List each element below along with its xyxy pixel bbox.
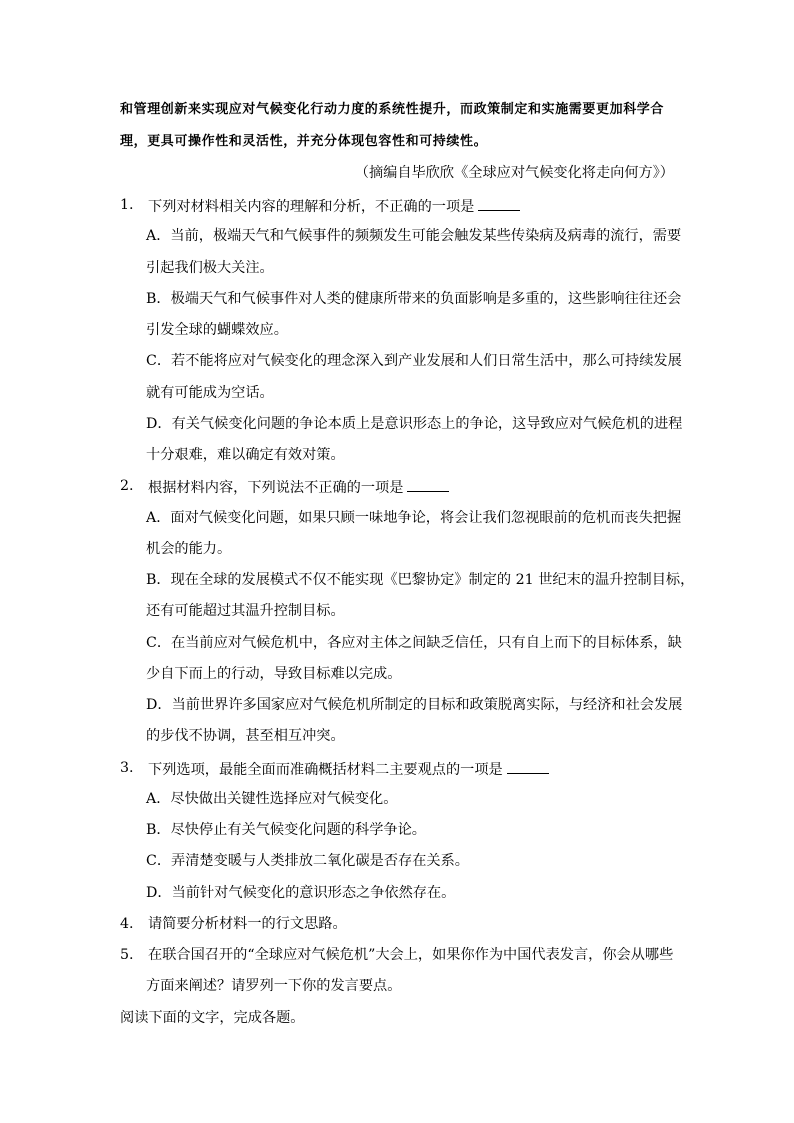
q3-option-d: D．当前针对气候变化的意识形态之争依然存在。 xyxy=(146,885,456,901)
intro-line-1: 和管理创新来实现应对气候变化行动力度的系统性提升，而政策制定和实施需要更加科学合 xyxy=(120,102,665,117)
intro-line-2: 理，更具可操作性和灵活性，并充分体现包容性和可持续性。 xyxy=(120,134,488,149)
q3-option-c: C．弄清楚变暖与人类排放二氧化碳是否存在关系。 xyxy=(146,853,469,869)
answer-blank xyxy=(407,476,449,492)
question-3-text: 下列选项，最能全面而准确概括材料二主要观点的一项是 xyxy=(148,762,503,778)
q1-option-c-line-1: C．若不能将应对气候变化的理念深入到产业发展和人们日常生活中，那么可持续发展 xyxy=(146,353,682,369)
answer-blank xyxy=(507,758,549,774)
q1-option-d-line-2: 十分艰难，难以确定有效对策。 xyxy=(146,447,345,463)
question-2-number: 2. xyxy=(120,478,134,494)
q1-option-a-line-1: A．当前，极端天气和气候事件的频频发生可能会触发某些传染病及病毒的流行，需要 xyxy=(146,228,682,244)
q2-option-d-line-2: 的步伐不协调，甚至相互冲突。 xyxy=(146,728,345,744)
question-2-text: 根据材料内容，下列说法不正确的一项是 xyxy=(148,480,404,496)
question-3-stem xyxy=(148,758,549,780)
q3-option-b: B．尽快停止有关气候变化问题的科学争论。 xyxy=(146,822,426,838)
q2-option-b-line-1: B．现在全球的发展模式不仅不能实现《巴黎协定》制定的 21 世纪末的温升控制目标， xyxy=(146,572,695,588)
question-4-text: 请简要分析材料一的行文思路。 xyxy=(148,916,347,932)
q1-option-d-line-1: D．有关气候变化问题的争论本质上是意识形态上的争论，这导致应对气候危机的进程 xyxy=(146,416,683,432)
question-1-text: 下列对材料相关内容的理解和分析，不正确的一项是 xyxy=(148,199,475,215)
q2-option-c-line-1: C．在当前应对气候危机中，各应对主体之间缺乏信任，只有自上而下的目标体系，缺 xyxy=(146,635,682,651)
question-5-text-line-1: 在联合国召开的“全球应对气候危机”大会上，如果你作为中国代表发言，你会从哪些 xyxy=(148,947,674,963)
question-5-number: 5. xyxy=(120,947,134,963)
question-5-text-line-2: 方面来阐述？请罗列一下你的发言要点。 xyxy=(146,978,402,994)
answer-blank xyxy=(478,195,520,211)
q1-option-b-line-1: B．极端天气和气候事件对人类的健康所带来的负面影响是多重的，这些影响往往还会 xyxy=(146,291,682,307)
question-2-stem xyxy=(148,476,449,498)
closing-instruction: 阅读下面的文字，完成各题。 xyxy=(120,1010,305,1026)
q1-option-a-line-2: 引起我们极大关注。 xyxy=(146,260,274,276)
question-4-number: 4. xyxy=(120,916,134,932)
q1-option-b-line-2: 引发全球的蝴蝶效应。 xyxy=(146,322,288,338)
q1-option-c-line-2: 就有可能成为空话。 xyxy=(146,385,274,401)
q2-option-d-line-1: D．当前世界许多国家应对气候危机所制定的目标和政策脱离实际，与经济和社会发展 xyxy=(146,697,683,713)
q2-option-a-line-1: A．面对气候变化问题，如果只顾一味地争论，将会让我们忽视眼前的危机而丧失把握 xyxy=(146,510,682,526)
q2-option-b-line-2: 还有可能超过其温升控制目标。 xyxy=(146,603,345,619)
question-1-number: 1. xyxy=(120,197,134,213)
question-3-number: 3. xyxy=(120,760,134,776)
q2-option-a-line-2: 机会的能力。 xyxy=(146,541,232,557)
source-citation: （摘编自毕欣欣《全球应对气候变化将走向何方》） xyxy=(354,165,674,181)
q3-option-a: A．尽快做出关键性选择应对气候变化。 xyxy=(146,791,398,807)
q2-option-c-line-2: 少自下而上的行动，导致目标难以完成。 xyxy=(146,666,402,682)
question-1-stem xyxy=(148,195,520,217)
